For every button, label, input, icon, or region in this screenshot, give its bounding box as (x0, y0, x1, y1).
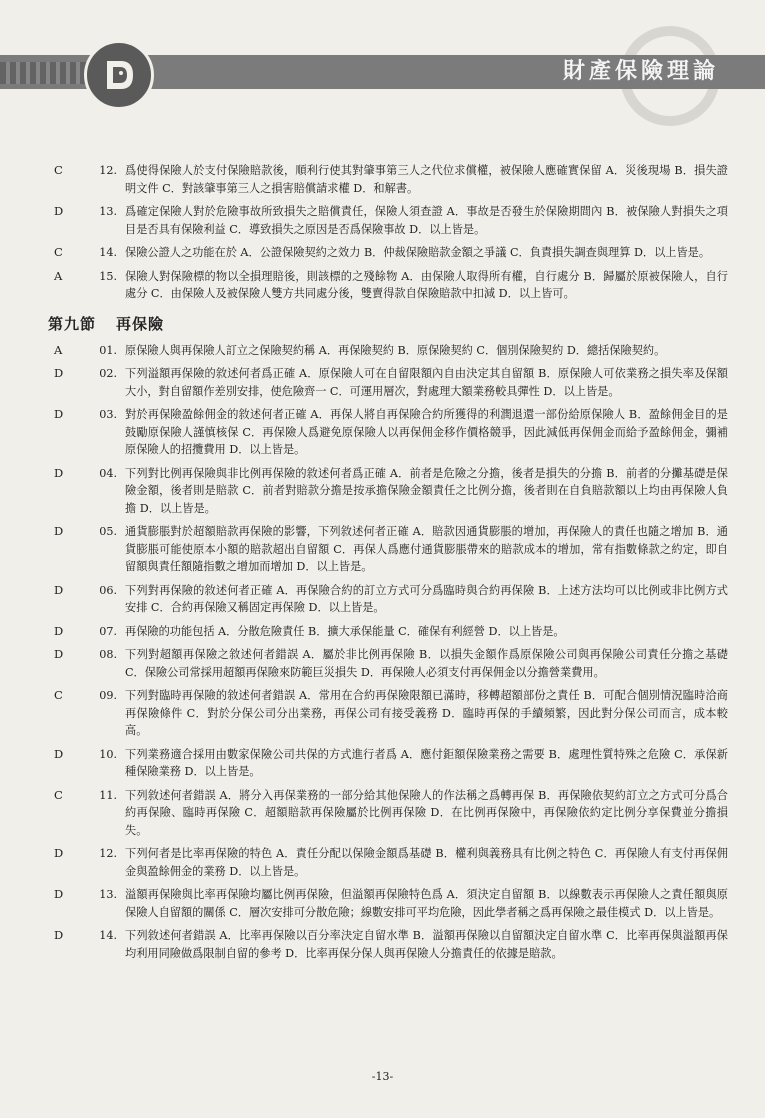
question-number: 14. (99, 929, 117, 942)
question-text: 爲確定保險人對於危險事故所致損失之賠償責任，保險人須查證 A．事故是否發生於保險期間內 B．被保險人對損失之項目是否具有保險利益 C．導致損失之原因是否爲保險事故 D．以上皆是。 (125, 205, 728, 236)
question-item (48, 927, 728, 962)
answer-key: D (54, 928, 64, 942)
question-number: 13. (99, 888, 117, 901)
question-item (48, 268, 728, 303)
question-number: 04. (99, 466, 117, 480)
answer-key: D (54, 846, 64, 860)
section-title: 再保險 (116, 314, 165, 333)
question-item (48, 787, 728, 840)
question-number: 03. (99, 408, 117, 421)
question-text: 下列對比例再保險與非比例再保險的敘述何者爲正確 A．前者是危險之分擔，後者是損失的分擔 B．前者的分攤基礎是保險金額，後者則是賠款 C．前者對賠款分擔是按承擔保險金額責任之比例分擔，後者則在自負賠款額以上均由再保險人負擔 D．以上皆是。 (125, 466, 728, 515)
question-text: 下列對超額再保險之敘述何者錯誤 A．屬於非比例再保險 B．以損失金額作爲原保險公司與再保險公司責任分擔之基礎 C．保險公司常採用超額再保險來防範巨災損失 D．再保險人必須支付再保佣金以分擔營業費用。 (125, 648, 728, 679)
question-number: 05. (99, 525, 117, 538)
question-number: 12. (99, 164, 117, 177)
question-text: 下列敘述何者錯誤 A．比率再保險以百分率決定自留水準 B．溢額再保險以自留額決定自留水準 C．比率再保與溢額再保均利用同險做爲限制自留的參考 D．比率再保分保人與再保險人分擔責任的依據是賠款。 (125, 929, 728, 960)
question-item (48, 162, 728, 197)
answer-key: D (54, 407, 64, 421)
answer-key: C (54, 245, 63, 259)
question-text: 下列對再保險的敘述何者正確 A．再保險合約的訂立方式可分爲臨時與合約再保險 B．上述方法均可以比例或非比例方式安排 C．合約再保險又稱固定再保險 D．以上皆是。 (125, 583, 728, 614)
question-item (48, 687, 728, 740)
answer-key: C (54, 688, 63, 702)
answer-key: D (54, 582, 64, 597)
question-item (48, 582, 728, 617)
question-text: 再保險的功能包括 A．分散危險責任 B．擴大承保能量 C．確保有利經營 D．以上皆是。 (125, 624, 565, 638)
question-number: 10. (99, 747, 117, 761)
question-item (48, 523, 728, 576)
header-title: 財產保險理論 (562, 59, 719, 84)
page-content (48, 162, 728, 968)
answer-key: C (54, 163, 63, 177)
answer-key: C (54, 787, 63, 802)
question-text: 下列敘述何者錯誤 A．將分入再保業務的一部分給其他保險人的作法稱之爲轉再保 B．再保險依契約訂立之方式可分爲合約再保險、臨時再保險 C．超額賠款再保險屬於比例再保險 D．在比例再保險中，再保險依約定比例分享保費並分擔損失。 (125, 788, 728, 837)
question-text: 原保險人與再保險人訂立之保險契約稱 A．再保險契約 B．原保險契約 C．個別保險契約 D．總括保險契約。 (125, 343, 666, 357)
question-number: 14. (99, 246, 117, 259)
question-number: 13. (99, 205, 117, 218)
question-text: 保險公證人之功能在於 A．公證保險契約之效力 B．仲裁保險賠款金額之爭議 C．負責損失調查與理算 D．以上皆是。 (125, 246, 711, 259)
page-number: -13- (371, 1070, 394, 1083)
answer-key: D (54, 204, 64, 218)
question-list-top (48, 162, 728, 303)
publisher-logo-icon (84, 40, 154, 110)
question-item (48, 646, 728, 681)
question-number: 06. (99, 583, 117, 597)
question-item (48, 342, 728, 360)
question-number: 11. (99, 788, 117, 802)
answer-key: D (54, 647, 64, 661)
question-list (48, 342, 728, 963)
question-text: 下列溢額再保險的敘述何者爲正確 A．原保險人可在自留限額內自由決定其自留額 B．原保險人可依業務之損失率及保額大小，對自留額作差別安排，使危險齊一 C．可運用層次，對處理大額業務較具彈性 D．以上皆是。 (125, 367, 728, 398)
answer-key: D (54, 465, 64, 480)
question-text: 通貨膨脹對於超額賠款再保險的影響，下列敘述何者正確 A．賠款因通貨膨脹的增加，再保險人的責任也隨之增加 B．通貨膨脹可能使原本小額的賠款超出自留額 C．再保人爲應付通貨膨脹帶來的賠款成本的增加，常有指數條款之約定，即自留額與責任額隨指數之增加而增加 D．以上皆是。 (125, 525, 728, 573)
section-chapter: 第九節 (48, 314, 97, 333)
answer-key: D (54, 623, 64, 638)
question-item (48, 746, 728, 781)
section-heading (48, 313, 728, 334)
answer-key: A (54, 268, 63, 283)
answer-key: D (54, 524, 64, 538)
answer-key: A (54, 342, 63, 357)
question-number: 02. (99, 367, 117, 380)
question-item (48, 406, 728, 459)
question-item (48, 244, 728, 262)
page-header (0, 0, 765, 120)
question-item (48, 886, 728, 921)
question-text: 爲使得保險人於支付保險賠款後，順利行使其對肇事第三人之代位求償權，被保險人應確實保留 A．災後現場 B．損失證明文件 C．對該肇事第三人之損害賠償請求權 D．和解書。 (125, 164, 728, 195)
question-item (48, 845, 728, 880)
question-item (48, 365, 728, 400)
question-text: 溢額再保險與比率再保險均屬比例再保險，但溢額再保險特色爲 A．須決定自留額 B．以線數表示再保險人之責任額與原保險人自留額的關係 C．層次安排可分散危險；線數安排可平均危險，因此學者稱之爲再保險之最佳模式 D．以上皆是。 (125, 888, 728, 919)
question-text: 下列業務適合採用由數家保險公司共保的方式進行者爲 A．應付鉅額保險業務之需要 B．處理性質特殊之危險 C．承保新種保險業務 D．以上皆是。 (125, 747, 728, 778)
question-item (48, 623, 728, 641)
answer-key: D (54, 366, 64, 380)
question-number: 15. (99, 269, 117, 283)
answer-key: D (54, 746, 64, 761)
answer-key: D (54, 887, 64, 901)
question-item (48, 203, 728, 238)
question-number: 12. (99, 847, 117, 860)
question-number: 08. (99, 648, 117, 661)
question-text: 下列何者是比率再保險的特色 A．責任分配以保險金額爲基礎 B．權利與義務具有比例之特色 C．再保險人有支付再保佣金與盈餘佣金的業務 D．以上皆是。 (125, 847, 728, 878)
question-text: 保險人對保險標的物以全損理賠後，則該標的之殘餘物 A．由保險人取得所有權，自行處分 B．歸屬於原被保險人，自行處分 C．由保險人及被保險人雙方共同處分後，雙賣得款自保險賠款中扣減 D．以上皆可。 (125, 269, 728, 300)
question-number: 07. (99, 624, 117, 638)
question-number: 01. (99, 343, 117, 357)
question-text: 對於再保險盈餘佣金的敘述何者正確 A．再保人將自再保險合約所獲得的利潤退還一部份給原保險人 B．盈餘佣金目的是鼓勵原保險人謹慎核保 C．再保險人爲避免原保險人以再保佣金移作價格競爭，因此減低再保佣金而給予盈餘佣金，彌補原保險人的招攬費用 D．以上皆是。 (125, 408, 728, 456)
question-text: 下列對臨時再保險的敘述何者錯誤 A．常用在合約再保險限額已滿時，移轉超額部份之責任 B．可配合個別情況臨時洽商再保險條件 C．對於分保公司分出業務，再保公司有接受義務 D．臨時再保的手續頻繁，因此對分保公司而言，成本較高。 (125, 689, 728, 737)
question-number: 09. (99, 689, 117, 702)
header-stripes (0, 62, 95, 84)
question-item (48, 465, 728, 518)
